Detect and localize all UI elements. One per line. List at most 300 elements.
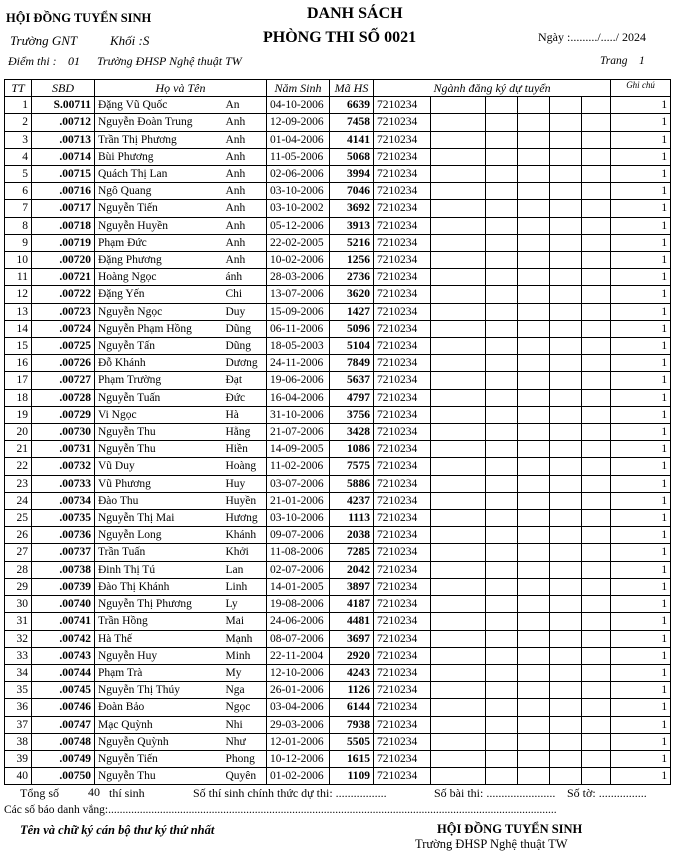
row-dob: 11-05-2006 [267,148,330,165]
row-sbd: .00715 [32,166,95,183]
papers-count-label: Số bài thi: ....................... [434,786,556,800]
row-major-slot [550,97,582,114]
row-given-name: Minh [223,647,267,664]
row-major-slot [518,510,550,527]
row-major-slot [582,97,611,114]
row-sbd: .00741 [32,613,95,630]
row-major-slot [431,269,486,286]
row-major-slot [518,303,550,320]
row-family-name: Hà Thế [95,630,223,647]
row-sbd: .00716 [32,183,95,200]
doc-title: DANH SÁCH [307,5,403,22]
row-code: 1427 [330,303,374,320]
row-tt: 19 [5,406,32,423]
row-dob: 13-07-2006 [267,286,330,303]
row-major-slot [518,234,550,251]
row-note: 1 [611,372,671,389]
row-given-name: Linh [223,578,267,595]
row-dob: 09-07-2006 [267,527,330,544]
row-sbd: .00734 [32,492,95,509]
row-major-slot [550,561,582,578]
row-sbd: .00743 [32,647,95,664]
row-major-slot [431,338,486,355]
row-major-slot [486,768,518,785]
present-count-label: Số thí sinh chính thức dự thi: ................. [193,786,387,800]
row-sbd: .00726 [32,355,95,372]
row-major-slot [486,200,518,217]
table-row [5,424,671,441]
row-family-name: Nguyễn Ngọc [95,303,223,320]
row-dob: 16-04-2006 [267,389,330,406]
row-major: 7210234 [374,475,431,492]
row-major: 7210234 [374,561,431,578]
row-major-slot [431,630,486,647]
row-sbd: .00746 [32,699,95,716]
row-major-slot [582,424,611,441]
row-code: 7046 [330,183,374,200]
row-code: 7938 [330,716,374,733]
row-note: 1 [611,510,671,527]
row-major: 7210234 [374,372,431,389]
row-major-slot [431,647,486,664]
row-given-name: Chi [223,286,267,303]
row-major: 7210234 [374,234,431,251]
row-dob: 24-06-2006 [267,613,330,630]
col-sbd: SBD [32,80,95,97]
row-family-name: Bùi Phương [95,148,223,165]
row-tt: 22 [5,458,32,475]
row-code: 7849 [330,355,374,372]
row-major-slot [518,252,550,269]
row-major: 7210234 [374,750,431,767]
row-major-slot [431,441,486,458]
row-given-name: Duy [223,303,267,320]
table-row [5,389,671,406]
row-code: 1086 [330,441,374,458]
row-major-slot [431,97,486,114]
row-dob: 10-02-2006 [267,252,330,269]
row-dob: 12-01-2006 [267,733,330,750]
row-sbd: .00737 [32,544,95,561]
row-major-slot [431,320,486,337]
row-major: 7210234 [374,406,431,423]
table-row [5,406,671,423]
row-note: 1 [611,630,671,647]
row-note: 1 [611,492,671,509]
table-row [5,303,671,320]
col-code: Mã HS [330,80,374,97]
site-code: 01 [68,54,80,68]
table-row [5,458,671,475]
row-family-name: Nguyễn Thị Phương [95,596,223,613]
total-unit: thí sinh [109,786,145,800]
row-sbd: .00714 [32,148,95,165]
row-given-name: Hương [223,510,267,527]
row-family-name: Nguyễn Đoàn Trung [95,114,223,131]
row-note: 1 [611,424,671,441]
row-given-name: Hiền [223,441,267,458]
row-major-slot [431,716,486,733]
row-sbd: .00724 [32,320,95,337]
row-major-slot [486,424,518,441]
row-code: 5886 [330,475,374,492]
row-major-slot [486,269,518,286]
row-major: 7210234 [374,768,431,785]
row-major-slot [518,269,550,286]
row-code: 2920 [330,647,374,664]
row-major-slot [486,234,518,251]
row-major-slot [582,510,611,527]
table-row [5,269,671,286]
row-major-slot [431,183,486,200]
row-tt: 37 [5,716,32,733]
grade-label: Khối :S [110,33,150,48]
row-family-name: Nguyễn Tiến [95,200,223,217]
row-sbd: .00713 [32,131,95,148]
row-major-slot [550,664,582,681]
row-code: 6144 [330,699,374,716]
row-dob: 03-10-2006 [267,183,330,200]
row-major: 7210234 [374,510,431,527]
row-code: 7575 [330,458,374,475]
row-major-slot [431,166,486,183]
table-row [5,733,671,750]
row-dob: 26-01-2006 [267,682,330,699]
row-dob: 14-01-2005 [267,578,330,595]
row-major-slot [550,166,582,183]
row-note: 1 [611,458,671,475]
row-major: 7210234 [374,733,431,750]
table-row [5,578,671,595]
row-major-slot [582,492,611,509]
row-family-name: Đỗ Khánh [95,355,223,372]
row-major-slot [518,716,550,733]
council-title: HỘI ĐỒNG TUYỂN SINH [6,11,152,25]
table-row [5,527,671,544]
row-major-slot [431,544,486,561]
table-row [5,768,671,785]
row-code: 2038 [330,527,374,544]
row-given-name: Anh [223,131,267,148]
table-row [5,647,671,664]
row-dob: 12-09-2006 [267,114,330,131]
row-major-slot [582,630,611,647]
row-major-slot [582,303,611,320]
row-major-slot [518,148,550,165]
row-dob: 04-10-2006 [267,97,330,114]
row-note: 1 [611,217,671,234]
row-major-slot [486,613,518,630]
row-major-slot [550,389,582,406]
row-tt: 9 [5,234,32,251]
row-family-name: Nguyễn Quỳnh [95,733,223,750]
row-major-slot [486,372,518,389]
row-given-name: Khởi [223,544,267,561]
row-major-slot [486,544,518,561]
row-note: 1 [611,97,671,114]
row-given-name: Anh [223,148,267,165]
site-name: Trường ĐHSP Nghệ thuật TW [97,54,242,68]
row-major-slot [431,492,486,509]
table-row [5,131,671,148]
row-major-slot [582,372,611,389]
row-major-slot [582,664,611,681]
row-note: 1 [611,664,671,681]
table-row [5,183,671,200]
row-major: 7210234 [374,389,431,406]
row-major-slot [582,647,611,664]
row-tt: 39 [5,750,32,767]
row-sbd: .00747 [32,716,95,733]
row-major-slot [486,148,518,165]
row-tt: 26 [5,527,32,544]
row-major-slot [518,664,550,681]
sheets-count-label: Số tờ: ................ [567,786,647,800]
row-major-slot [550,183,582,200]
row-tt: 6 [5,183,32,200]
row-note: 1 [611,750,671,767]
row-family-name: Trần Hồng [95,613,223,630]
row-given-name: Anh [223,114,267,131]
row-tt: 40 [5,768,32,785]
row-sbd: .00731 [32,441,95,458]
row-major-slot [550,252,582,269]
row-sbd: .00750 [32,768,95,785]
row-major-slot [486,733,518,750]
row-sbd: .00725 [32,338,95,355]
row-major: 7210234 [374,578,431,595]
row-note: 1 [611,699,671,716]
row-code: 4187 [330,596,374,613]
footer-school: Trường ĐHSP Nghệ thuật TW [415,837,568,851]
site-label: Điểm thi : [8,54,57,68]
row-tt: 12 [5,286,32,303]
roster-table [4,79,671,785]
row-major-slot [431,131,486,148]
row-major-slot [550,578,582,595]
row-sbd: .00723 [32,303,95,320]
row-sbd: .00733 [32,475,95,492]
row-major-slot [431,389,486,406]
table-row [5,475,671,492]
row-dob: 22-02-2005 [267,234,330,251]
row-major-slot [550,148,582,165]
row-major-slot [431,596,486,613]
row-given-name: Đức [223,389,267,406]
row-given-name: Huyền [223,492,267,509]
row-given-name: Anh [223,217,267,234]
row-major-slot [486,217,518,234]
row-dob: 21-01-2006 [267,492,330,509]
row-major-slot [518,97,550,114]
row-dob: 06-11-2006 [267,320,330,337]
row-note: 1 [611,716,671,733]
row-major-slot [550,510,582,527]
row-note: 1 [611,183,671,200]
row-given-name: Dũng [223,320,267,337]
row-sbd: .00718 [32,217,95,234]
table-row [5,630,671,647]
row-family-name: Nguyễn Huyền [95,217,223,234]
row-note: 1 [611,578,671,595]
row-major-slot [582,733,611,750]
row-major-slot [550,596,582,613]
table-row [5,200,671,217]
row-note: 1 [611,768,671,785]
row-major-slot [486,406,518,423]
table-row [5,750,671,767]
row-sbd: .00729 [32,406,95,423]
row-dob: 02-07-2006 [267,561,330,578]
row-major-slot [550,750,582,767]
row-note: 1 [611,320,671,337]
row-family-name: Nguyễn Phạm Hồng [95,320,223,337]
row-dob: 14-09-2005 [267,441,330,458]
table-row [5,372,671,389]
row-major-slot [582,441,611,458]
row-note: 1 [611,303,671,320]
row-code: 1615 [330,750,374,767]
row-tt: 16 [5,355,32,372]
row-major-slot [550,320,582,337]
row-major-slot [582,320,611,337]
row-major-slot [518,613,550,630]
row-major-slot [518,733,550,750]
row-given-name: Hằng [223,424,267,441]
row-tt: 14 [5,320,32,337]
row-code: 3994 [330,166,374,183]
row-family-name: Vũ Duy [95,458,223,475]
row-given-name: Quyên [223,768,267,785]
row-major-slot [486,320,518,337]
row-given-name: Mạnh [223,630,267,647]
row-major-slot [486,441,518,458]
row-dob: 11-08-2006 [267,544,330,561]
row-given-name: Như [223,733,267,750]
row-major-slot [486,303,518,320]
row-major-slot [550,544,582,561]
row-note: 1 [611,475,671,492]
row-tt: 28 [5,561,32,578]
row-major-slot [431,613,486,630]
row-note: 1 [611,200,671,217]
row-major-slot [518,561,550,578]
row-given-name: My [223,664,267,681]
row-family-name: Vũ Phương [95,475,223,492]
row-major-slot [550,286,582,303]
row-code: 3620 [330,286,374,303]
col-dob: Năm Sinh [267,80,330,97]
row-given-name: Dương [223,355,267,372]
table-row [5,338,671,355]
row-major-slot [486,166,518,183]
row-note: 1 [611,148,671,165]
row-given-name: Nga [223,682,267,699]
row-note: 1 [611,544,671,561]
col-tt: TT [5,80,32,97]
row-major: 7210234 [374,269,431,286]
room-title: PHÒNG THI SỐ 0021 [263,29,417,46]
row-major-slot [582,234,611,251]
row-code: 3756 [330,406,374,423]
row-tt: 23 [5,475,32,492]
row-major-slot [550,716,582,733]
row-sbd: .00735 [32,510,95,527]
row-major-slot [431,578,486,595]
row-major-slot [582,544,611,561]
row-tt: 10 [5,252,32,269]
row-given-name: Anh [223,252,267,269]
row-major-slot [550,406,582,423]
row-sbd: .00730 [32,424,95,441]
row-major-slot [518,578,550,595]
row-major-slot [518,492,550,509]
row-tt: 11 [5,269,32,286]
row-given-name: Mai [223,613,267,630]
row-sbd: .00712 [32,114,95,131]
row-major-slot [550,372,582,389]
row-major-slot [582,475,611,492]
row-major-slot [431,252,486,269]
col-major: Ngành đăng ký dự tuyển [374,80,611,97]
row-sbd: .00739 [32,578,95,595]
row-given-name: Anh [223,200,267,217]
row-major-slot [486,716,518,733]
row-major-slot [431,458,486,475]
row-major-slot [518,475,550,492]
row-note: 1 [611,166,671,183]
row-family-name: Mạc Quỳnh [95,716,223,733]
row-major: 7210234 [374,217,431,234]
row-family-name: Vi Ngọc [95,406,223,423]
row-major-slot [486,664,518,681]
row-major-slot [486,578,518,595]
row-major-slot [518,441,550,458]
row-family-name: Đinh Thị Tú [95,561,223,578]
row-major: 7210234 [374,664,431,681]
row-major-slot [486,475,518,492]
row-given-name: Khánh [223,527,267,544]
row-tt: 1 [5,97,32,114]
row-family-name: Nguyễn Tuấn [95,389,223,406]
row-major-slot [550,492,582,509]
footer-council: HỘI ĐỒNG TUYỂN SINH [437,822,583,836]
row-major-slot [431,664,486,681]
date-field: Ngày :........./...../ 2024 [538,30,646,44]
row-code: 7285 [330,544,374,561]
row-note: 1 [611,647,671,664]
row-major-slot [582,596,611,613]
row-tt: 15 [5,338,32,355]
table-row [5,441,671,458]
row-dob: 01-02-2006 [267,768,330,785]
row-major-slot [550,269,582,286]
row-family-name: Trần Tuấn [95,544,223,561]
row-major-slot [486,682,518,699]
row-major-slot [582,166,611,183]
row-major-slot [431,372,486,389]
row-major-slot [518,682,550,699]
row-major-slot [431,114,486,131]
row-major-slot [486,355,518,372]
row-note: 1 [611,131,671,148]
row-family-name: Đào Thu [95,492,223,509]
row-given-name: Phong [223,750,267,767]
table-row [5,699,671,716]
row-code: 3897 [330,578,374,595]
row-note: 1 [611,527,671,544]
row-major-slot [518,166,550,183]
